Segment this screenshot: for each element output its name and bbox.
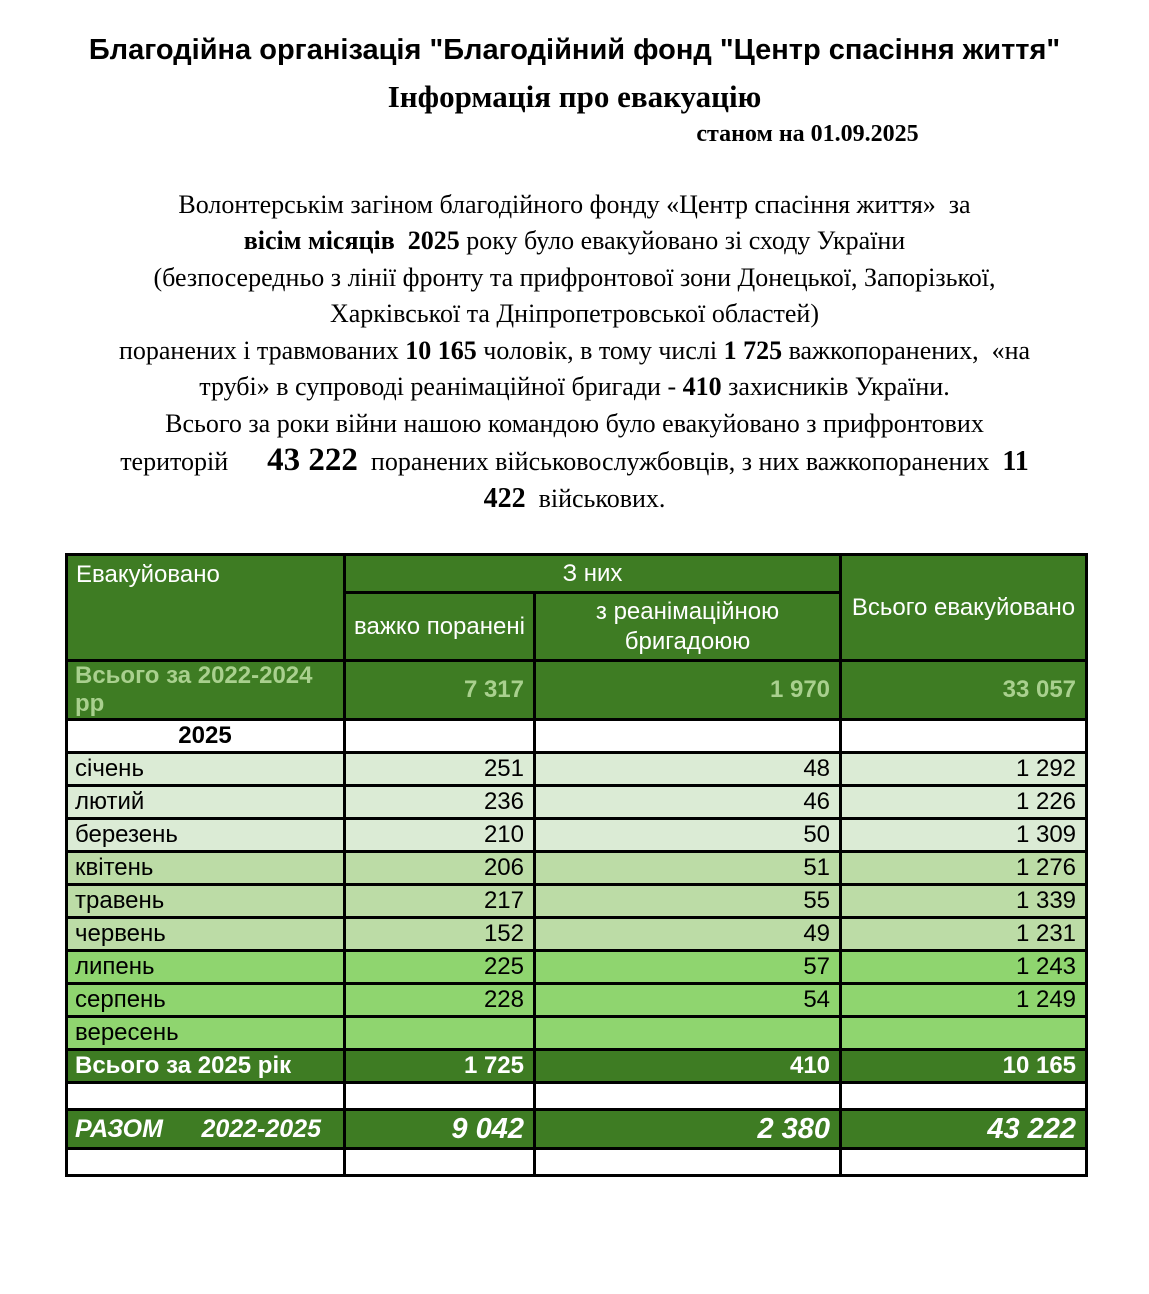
row-value: 236 xyxy=(345,786,535,819)
row-label xyxy=(67,1110,345,1149)
intro-line xyxy=(42,296,1107,333)
intro-text: Всього за роки війни нашою командою було евакуйовано з прифронтових xyxy=(165,408,984,438)
row-value xyxy=(345,720,535,753)
intro-line xyxy=(42,406,1107,443)
row-value: 1 276 xyxy=(841,852,1087,885)
intro-text: 11 xyxy=(1002,446,1029,478)
row-value: 1 970 xyxy=(535,661,841,720)
intro-text: 422 xyxy=(483,482,526,514)
intro-line xyxy=(42,442,1107,481)
row-label xyxy=(67,1083,345,1110)
row-value: 152 xyxy=(345,918,535,951)
evacuation-table xyxy=(65,553,1088,1177)
row-value xyxy=(535,1017,841,1050)
report-document xyxy=(0,34,1149,1294)
row-value xyxy=(535,1149,841,1176)
row-value: 1 725 xyxy=(345,1050,535,1083)
intro-line xyxy=(42,260,1107,297)
org-title: Благодійна організація "Благодійний фонд "Центр спасіння життя" xyxy=(88,34,1061,66)
row-label: лютий xyxy=(67,786,345,819)
row-value xyxy=(345,1083,535,1110)
row-value: 54 xyxy=(535,984,841,1017)
table-header-row-1 xyxy=(67,555,1087,593)
table-row xyxy=(67,852,1087,885)
intro-text: року було евакуйовано зі сходу України xyxy=(459,226,906,256)
row-value: 7 317 xyxy=(345,661,535,720)
intro-line xyxy=(42,481,1107,518)
row-value: 1 231 xyxy=(841,918,1087,951)
row-value: 1 292 xyxy=(841,753,1087,786)
row-label: серпень xyxy=(67,984,345,1017)
table-row xyxy=(67,786,1087,819)
intro-text: захисників України. xyxy=(721,372,950,402)
as-of-date: станом на 01.09.2025 xyxy=(696,120,919,147)
intro-text: Волонтерськім загіном благодійного фонду «Центр спасіння життя» за xyxy=(178,189,971,219)
row-value: 1 243 xyxy=(841,951,1087,984)
intro-text: трубі» в супроводі реанімаційної бригади - xyxy=(199,372,683,402)
table-row xyxy=(67,661,1087,720)
intro-line xyxy=(42,333,1107,370)
row-value: 1 249 xyxy=(841,984,1087,1017)
row-label: січень xyxy=(67,753,345,786)
intro-text: 410 xyxy=(682,372,722,402)
row-value: 1 309 xyxy=(841,819,1087,852)
intro-text: важкопоранених, «на xyxy=(782,335,1031,365)
row-value: 50 xyxy=(535,819,841,852)
table-row-blank xyxy=(67,1083,1087,1110)
intro-text: (безпосередньо з лінії фронту та прифронтової зони Донецької, Запорізької, xyxy=(153,262,996,292)
intro-text: поранених і травмованих xyxy=(118,335,406,365)
table-row xyxy=(67,1050,1087,1083)
doc-title: Інформація про евакуацію xyxy=(387,79,762,115)
row-value xyxy=(345,1149,535,1176)
intro-text: військових. xyxy=(525,483,666,513)
row-label: Всього за 2022-2024 рр xyxy=(67,661,345,720)
table-row xyxy=(67,885,1087,918)
row-value: 225 xyxy=(345,951,535,984)
header-cell-reanimation-team: з реанімаційною бригадоюю xyxy=(535,593,841,661)
row-value: 33 057 xyxy=(841,661,1087,720)
row-value: 2 380 xyxy=(535,1110,841,1149)
row-value xyxy=(535,1083,841,1110)
row-value xyxy=(841,720,1087,753)
row-label: липень xyxy=(67,951,345,984)
table-row xyxy=(67,753,1087,786)
row-label: березень xyxy=(67,819,345,852)
row-value: 217 xyxy=(345,885,535,918)
row-label: травень xyxy=(67,885,345,918)
row-value: 1 226 xyxy=(841,786,1087,819)
intro-line xyxy=(42,187,1107,224)
row-value xyxy=(841,1017,1087,1050)
row-label xyxy=(67,1149,345,1176)
row-value: 9 042 xyxy=(345,1110,535,1149)
row-value: 43 222 xyxy=(841,1110,1087,1149)
table-row xyxy=(67,819,1087,852)
row-value: 49 xyxy=(535,918,841,951)
intro-line xyxy=(42,369,1107,406)
intro-text: вісім місяців 2025 xyxy=(243,226,460,256)
row-label: Всього за 2025 рік xyxy=(67,1050,345,1083)
row-label: квітень xyxy=(67,852,345,885)
row-value: 48 xyxy=(535,753,841,786)
row-value xyxy=(535,720,841,753)
row-value: 1 339 xyxy=(841,885,1087,918)
header-cell-of-them: З них xyxy=(345,555,841,593)
row-value: 46 xyxy=(535,786,841,819)
table-row xyxy=(67,1017,1087,1050)
intro-text: Харківської та Дніпропетровської областей) xyxy=(329,299,820,329)
row-value: 210 xyxy=(345,819,535,852)
row-value: 228 xyxy=(345,984,535,1017)
row-value: 206 xyxy=(345,852,535,885)
table-row xyxy=(67,951,1087,984)
table-row xyxy=(67,1110,1087,1149)
intro-paragraph xyxy=(42,187,1107,518)
row-value: 10 165 xyxy=(841,1050,1087,1083)
row-label: червень xyxy=(67,918,345,951)
row-value: 57 xyxy=(535,951,841,984)
row-label-text: РАЗОМ xyxy=(75,1114,163,1143)
row-value xyxy=(841,1083,1087,1110)
intro-line xyxy=(42,223,1107,260)
header-cell-severely-wounded: важко поранені xyxy=(345,593,535,661)
row-value: 55 xyxy=(535,885,841,918)
row-value xyxy=(841,1149,1087,1176)
intro-text: чоловік, в тому числі xyxy=(476,335,724,365)
table-row xyxy=(67,918,1087,951)
row-value xyxy=(345,1017,535,1050)
row-label: вересень xyxy=(67,1017,345,1050)
intro-text: 1 725 xyxy=(723,335,783,365)
row-label: 2025 xyxy=(67,720,345,753)
header-cell-evacuated: Евакуйовано xyxy=(67,555,345,661)
header-cell-total-evacuated: Всього евакуйовано xyxy=(841,555,1087,661)
intro-text: територій xyxy=(120,447,268,477)
table-row xyxy=(67,720,1087,753)
table-row xyxy=(67,984,1087,1017)
row-value: 251 xyxy=(345,753,535,786)
row-value: 51 xyxy=(535,852,841,885)
intro-text: поранених військовослужбовців, з них важкопоранених xyxy=(357,447,1003,477)
intro-text: 43 222 xyxy=(267,442,358,479)
row-label-year-range: 2022-2025 xyxy=(201,1114,321,1143)
table-row-blank xyxy=(67,1149,1087,1176)
row-value: 410 xyxy=(535,1050,841,1083)
intro-text: 10 165 xyxy=(405,335,477,365)
